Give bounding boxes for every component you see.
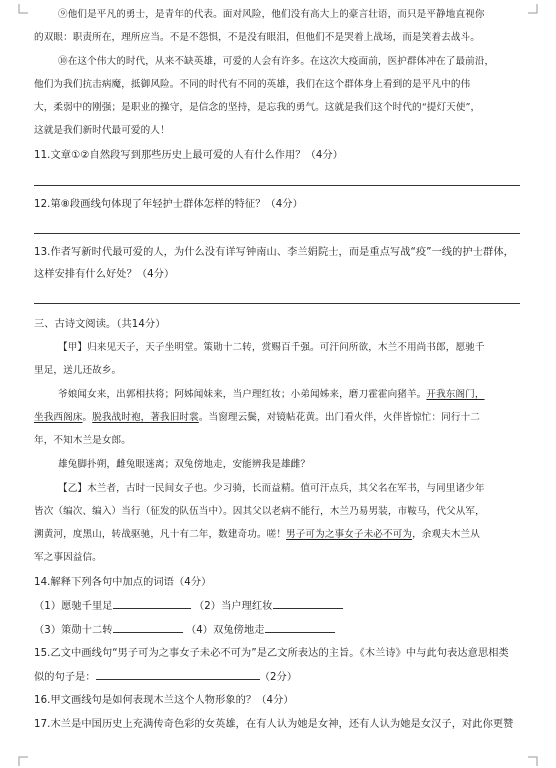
question-15-line-2 bbox=[34, 669, 522, 685]
yi-line-3-text: 溯黄河，度黑山，转战驱驰，凡十有二年，数建奇功。嗟！ bbox=[34, 529, 287, 540]
question-15-line-1: 15.乙文中画线句“男子可为之事女子未必不可为”是乙文所表达的主旨。《木兰诗》中与此句表达意思相类 bbox=[34, 648, 509, 659]
para-10-line-3: 大，柔弱中的刚强；是职业的操守，是信念的坚持，是忘我的勇气。这就是我们这个时代的“提灯天使”， bbox=[34, 102, 481, 113]
jia-para-1-line-1: 【甲】归来见天子，天子坐明堂。策勋十二转，赏赐百千强。可汗问所欲，木兰不用尚书郎，愿驰千 bbox=[58, 342, 485, 353]
q14-item-1: （1）愿驰千里足 bbox=[34, 601, 113, 612]
question-16: 16.甲文画线句是如何表现木兰这个人物形象的？（4分） bbox=[34, 695, 294, 706]
corner-mark-bottom-right bbox=[528, 756, 538, 766]
answer-line-q12[interactable] bbox=[34, 233, 520, 234]
q14-blank-1[interactable] bbox=[113, 598, 191, 609]
q15-prompt: 似的句子是： bbox=[34, 672, 96, 683]
question-17: 17.木兰是中国历史上充满传奇色彩的女英雄，在有人认为她是女神，还有人认为她是女汉子，对此你更赞 bbox=[34, 719, 514, 730]
q14-row-2 bbox=[34, 622, 522, 638]
corner-mark-top-right bbox=[528, 4, 538, 14]
section-3-heading: 三、古诗文阅读。（共14分） bbox=[34, 319, 166, 330]
q14-row-1 bbox=[34, 598, 522, 614]
jia-para-2-line-2-text: 。当窗理云鬓，对镜帖花黄。出门看火伴，火伴皆惊忙：同行十二 bbox=[198, 412, 480, 423]
para-9-line-1: ⑨他们是平凡的勇士，是青年的代表。面对风险，他们没有高大上的豪言壮语，而只是平静地直视你 bbox=[58, 9, 485, 20]
jia-underlined-sentence-c: 脱我战时袍，著我旧时裳 bbox=[92, 412, 199, 423]
question-11: 11.文章①②自然段写到那些历史上最可爱的人有什么作用？（4分） bbox=[34, 150, 344, 161]
jia-para-2-line-1 bbox=[58, 388, 522, 402]
para-10-line-4: 这就是我们新时代最可爱的人！ bbox=[34, 125, 170, 136]
jia-para-1-line-2: 里足，送儿还故乡。 bbox=[34, 365, 122, 376]
jia-para-2-line-1-text: 爷娘闻女来，出郭相扶将；阿姊闻妹来，当户理红妆；小弟闻姊来，磨刀霍霍向猪羊。 bbox=[58, 389, 427, 400]
para-10-line-1: ⑩在这个伟大的时代，从来不缺英雄，可爱的人会有许多。在这次大疫面前，医护群体冲在了最前沿， bbox=[58, 56, 495, 67]
jia-punctuation: 。 bbox=[82, 412, 93, 423]
yi-line-1: 【乙】木兰者，古时一民间女子也。少习骑，长而益精。值可汗点兵，其父名在军书，与同里诸少年 bbox=[58, 483, 485, 494]
para-9-line-2: 的双眼：职责所在，理所应当。不是不怨惧，不是没有眼泪，但他们不是哭着上战场，而是笑着去战斗。 bbox=[34, 32, 480, 43]
jia-underlined-sentence-b: 坐我西阁床 bbox=[34, 412, 83, 423]
yi-line-4: 军之事因益信。 bbox=[34, 552, 102, 563]
corner-mark-top-left bbox=[18, 4, 28, 14]
question-13-line-1: 13.作者写新时代最可爱的人，为什么没有详写钟南山、李兰娟院士，而是重点写战“疫”一线的护士群体， bbox=[34, 247, 514, 258]
q14-blank-4[interactable] bbox=[265, 622, 335, 633]
jia-underlined-sentence-a: 开我东阁门， bbox=[426, 389, 485, 400]
q14-item-2: （2）当户理红妆 bbox=[193, 601, 273, 612]
jia-para-3: 雄兔脚扑朔，雌兔眼迷离；双兔傍地走，安能辨我是雄雌？ bbox=[58, 459, 311, 470]
q14-blank-3[interactable] bbox=[113, 622, 183, 633]
answer-line-q13[interactable] bbox=[34, 303, 520, 304]
jia-para-2-line-3: 年，不知木兰是女郎。 bbox=[34, 435, 131, 446]
q15-points: （2分） bbox=[259, 672, 298, 683]
question-12: 12.第⑧段画线句体现了年轻护士群体怎样的特征？（4分） bbox=[34, 199, 303, 210]
corner-mark-bottom-left bbox=[18, 756, 28, 766]
q14-item-4: （4）双兔傍地走 bbox=[185, 625, 265, 636]
q14-item-3: （3）策勋十二转 bbox=[34, 625, 113, 636]
q14-blank-2[interactable] bbox=[273, 598, 343, 609]
answer-line-q11[interactable] bbox=[34, 185, 520, 186]
question-14: 14.解释下列各句中加点的词语（4分） bbox=[34, 577, 212, 588]
yi-line-3 bbox=[34, 528, 522, 542]
yi-line-2: 皆次（编次、编入）当行（征发的队伍当中）。因其父以老病不能行，木兰乃易男装，市鞍马，代父从军， bbox=[34, 506, 485, 517]
question-13-line-2: 这样安排有什么好处？（4分） bbox=[34, 269, 175, 280]
yi-underlined-sentence: 男子可为之事女子未必不可为 bbox=[286, 529, 413, 540]
yi-line-3-end: ，余观夫木兰从 bbox=[412, 529, 480, 540]
jia-para-2-line-2 bbox=[34, 411, 522, 425]
para-10-line-2: 他们为我们抗击病魔，抵御风险。不同的时代有不同的英雄，我们在这个群体身上看到的是平凡中的伟 bbox=[34, 79, 471, 90]
q15-blank[interactable] bbox=[96, 669, 260, 680]
